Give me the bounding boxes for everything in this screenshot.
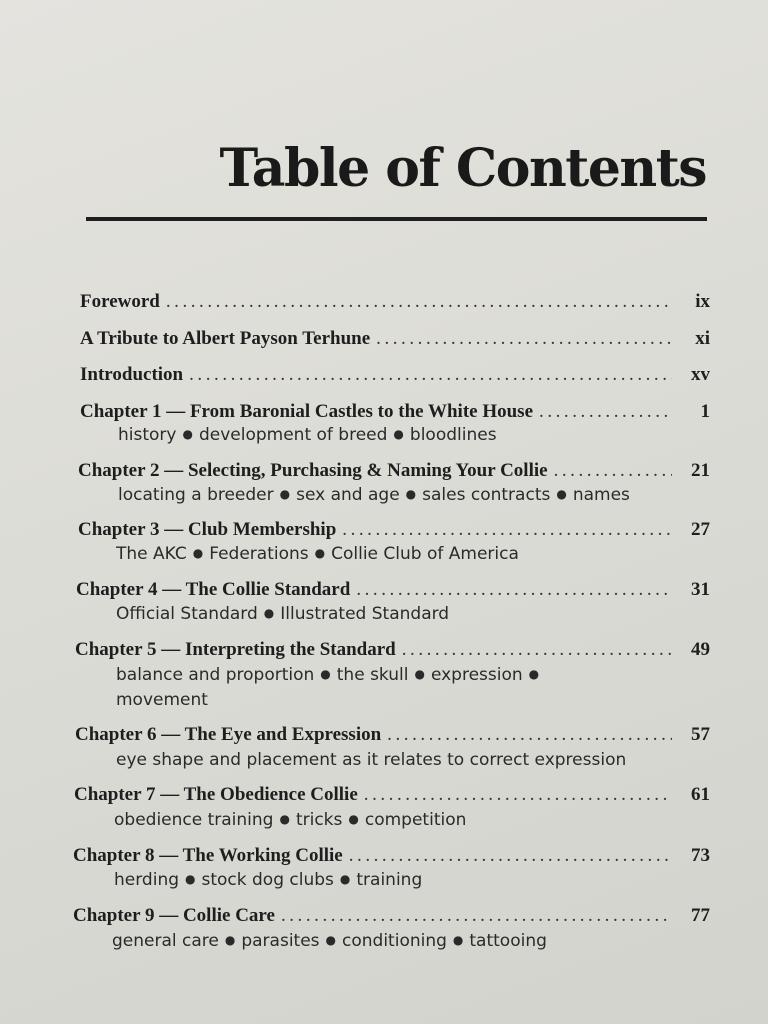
entry-title: Chapter 1 — From Baronial Castles to the White House — [80, 401, 534, 422]
toc-line — [78, 460, 710, 482]
topic: sales contracts — [422, 485, 551, 505]
bullet-separator: ● — [320, 667, 331, 681]
chapter-topics — [114, 808, 674, 833]
chapter-topics — [116, 663, 596, 712]
topic: stock dog clubs — [201, 870, 334, 890]
topic: Official Standard — [116, 604, 258, 624]
topic: tricks — [295, 810, 343, 830]
chapter-topics — [116, 542, 676, 567]
topic: Federations — [209, 544, 309, 564]
dot-leader — [364, 784, 672, 806]
bullet-separator: ● — [182, 427, 193, 441]
topic: training — [356, 870, 423, 890]
topic: Illustrated Standard — [280, 604, 450, 624]
page-number: xv — [691, 364, 710, 385]
topic: the skull — [336, 665, 409, 685]
page-number: 1 — [700, 401, 710, 422]
dot-leader — [387, 724, 672, 746]
chapter-topics — [116, 602, 676, 627]
toc-line — [75, 724, 710, 746]
toc-line — [80, 328, 710, 350]
topic: sex and age — [296, 485, 400, 505]
topic: parasites — [241, 931, 320, 951]
toc-line — [78, 519, 710, 541]
bullet-separator: ● — [263, 606, 275, 620]
chapter-topics — [114, 868, 674, 893]
toc-line — [73, 905, 710, 927]
dot-leader — [356, 579, 672, 601]
topic: Collie Club of America — [331, 544, 519, 564]
dot-leader — [166, 291, 672, 313]
entry-title: Chapter 3 — Club Membership — [78, 519, 337, 540]
topic: The AKC — [116, 544, 187, 564]
toc-line — [80, 291, 710, 313]
dot-leader — [189, 364, 672, 386]
topic: conditioning — [342, 931, 447, 951]
topic: history — [118, 425, 177, 445]
topic: competition — [364, 810, 467, 830]
topic: tattooing — [469, 931, 547, 951]
page-number: xi — [695, 328, 710, 349]
bullet-separator: ● — [279, 812, 290, 826]
chapter-topics — [116, 748, 716, 772]
page-number: 73 — [691, 845, 710, 866]
chapter-topics — [118, 423, 678, 448]
entry-title: Introduction — [80, 364, 184, 385]
bullet-separator: ● — [185, 872, 196, 886]
topic: eye shape and placement as it relates to correct expression — [116, 750, 627, 770]
page-number: 49 — [691, 639, 710, 660]
entry-title: A Tribute to Albert Payson Terhune — [80, 328, 371, 349]
page-title: Table of Contents — [219, 138, 706, 199]
topic: expression — [430, 665, 523, 685]
dot-leader — [539, 401, 672, 423]
entry-title: Chapter 4 — The Collie Standard — [76, 579, 351, 600]
entry-title: Chapter 2 — Selecting, Purchasing & Naming Your Collie — [78, 460, 548, 481]
bullet-separator: ● — [325, 933, 337, 947]
dot-leader — [342, 519, 672, 541]
entry-title: Chapter 9 — Collie Care — [73, 905, 275, 926]
dot-leader — [554, 460, 672, 482]
topic: locating a breeder — [118, 485, 274, 505]
entry-title: Foreword — [80, 291, 160, 312]
dot-leader — [376, 328, 672, 350]
bullet-separator: ● — [452, 933, 464, 947]
chapter-topics — [112, 929, 712, 954]
toc-line — [75, 639, 710, 661]
toc-line — [73, 845, 710, 867]
page-number: 77 — [691, 905, 710, 926]
dot-leader — [281, 905, 672, 927]
toc-line — [80, 401, 710, 423]
page-number: 31 — [691, 579, 710, 600]
entry-title: Chapter 6 — The Eye and Expression — [75, 724, 382, 745]
bullet-separator: ● — [556, 487, 567, 501]
topic: movement — [116, 690, 208, 710]
toc-line — [74, 784, 710, 806]
topic: balance and proportion — [116, 665, 315, 685]
page-number: 61 — [691, 784, 710, 805]
entry-title: Chapter 5 — Interpreting the Standard — [75, 639, 396, 660]
chapter-topics — [118, 483, 678, 508]
bullet-separator: ● — [528, 667, 540, 681]
page-number: 21 — [691, 460, 710, 481]
bullet-separator: ● — [393, 427, 404, 441]
page-number: 57 — [691, 724, 710, 745]
dot-leader — [349, 845, 672, 867]
topic: bloodlines — [409, 425, 497, 445]
page-number: 27 — [691, 519, 710, 540]
bullet-separator: ● — [224, 933, 236, 947]
topic: herding — [114, 870, 180, 890]
page-number: ix — [695, 291, 710, 312]
topic: development of breed — [198, 425, 388, 445]
bullet-separator: ● — [405, 487, 417, 501]
bullet-separator: ● — [339, 872, 351, 886]
bullet-separator: ● — [192, 546, 204, 560]
topic: names — [572, 485, 630, 505]
bullet-separator: ● — [279, 487, 291, 501]
topic: general care — [112, 931, 219, 951]
topic: obedience training — [114, 810, 274, 830]
bullet-separator: ● — [348, 812, 359, 826]
dot-leader — [402, 639, 672, 661]
toc-line — [80, 364, 710, 386]
entry-title: Chapter 7 — The Obedience Collie — [74, 784, 358, 805]
bullet-separator: ● — [414, 667, 425, 681]
bullet-separator: ● — [314, 546, 326, 560]
entry-title: Chapter 8 — The Working Collie — [73, 845, 343, 866]
toc-line — [76, 579, 710, 601]
